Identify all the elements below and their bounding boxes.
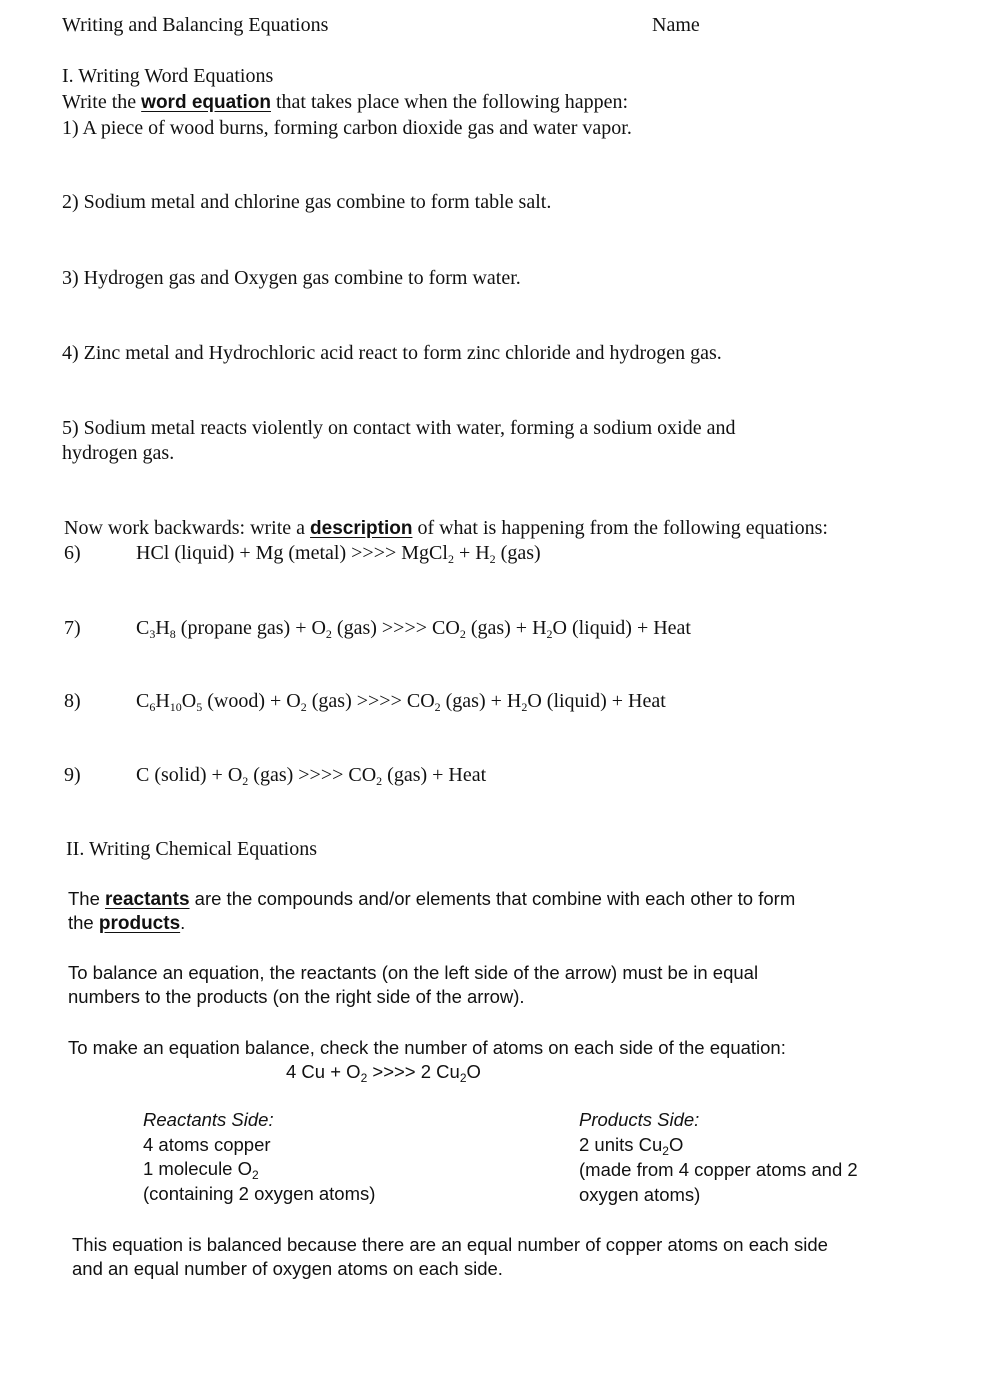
question-7-number: 7) <box>64 617 81 639</box>
products-side-title: Products Side: <box>579 1109 700 1130</box>
reactants-definition-line2: the products. <box>68 912 186 934</box>
question-9-number: 9) <box>64 764 81 786</box>
reactants-line2: 1 molecule $O_2$ <box>143 1158 259 1182</box>
question-4: 4) Zinc metal and Hydrochloric acid react to form zinc chloride and hydrogen gas. <box>62 342 722 364</box>
part2-heading: II. Writing Chemical Equations <box>66 838 317 860</box>
conclusion-line1: This equation is balanced because there are an equal number of copper atoms on each side <box>72 1234 828 1255</box>
part1-instructions: Write the word equation that takes place when the following happen: <box>62 91 629 113</box>
question-5-line2: hydrogen gas. <box>62 442 175 464</box>
equation-7: $C_3H_8$ (propane $gas) + O_2$ (gas) >>>> $CO_2$ $(gas) + H_2O$ (liquid) + Heat <box>136 617 691 641</box>
word-equation-emphasis: word equation <box>141 92 271 113</box>
equation-8: $C_6H_{10}O_5$ (wood) + $O_2$ (gas) >>>> $CO_2$ $(gas) + H_2O$ (liquid) + Heat <box>136 690 666 714</box>
equation-6: HCl (liquid) + Mg (metal) >>>> MgCl$_2$ + $H_2$ (gas) <box>136 542 541 566</box>
balance-rule-line1: To balance an equation, the reactants (on the left side of the arrow) must be in equal <box>68 962 759 983</box>
conclusion-line2: and an equal number of oxygen atoms on each side. <box>72 1258 503 1279</box>
products-emphasis: products <box>98 913 181 934</box>
question-6-number: 6) <box>64 542 81 564</box>
question-5-line1: 5) Sodium metal reacts violently on contact with water, forming a sodium oxide and <box>62 417 736 439</box>
reactants-definition-line1: The reactants are the compounds and/or elements that combine with each other to form <box>68 888 796 910</box>
products-line3: oxygen atoms) <box>579 1184 701 1205</box>
reactants-side-title: Reactants Side: <box>143 1109 274 1130</box>
balance-check-instruction: To make an equation balance, check the number of atoms on each side of the equation: <box>68 1037 786 1058</box>
part1-heading: I. Writing Word Equations <box>62 65 274 87</box>
name-label: Name <box>652 14 700 36</box>
reactants-line3: (containing 2 oxygen atoms) <box>143 1183 376 1204</box>
question-1: 1) A piece of wood burns, forming carbon dioxide gas and water vapor. <box>62 117 632 139</box>
reactants-line1: 4 atoms copper <box>143 1134 271 1155</box>
backwards-instructions: Now work backwards: write a description of what is happening from the following equations: <box>64 517 828 539</box>
balance-rule-line2: numbers to the products (on the right side of the arrow). <box>68 986 525 1007</box>
worksheet-title: Writing and Balancing Equations <box>62 14 329 36</box>
products-line1: 2 units $Cu_2O$ <box>579 1134 684 1158</box>
example-equation: 4 $Cu + O_2$ >>>> 2 $Cu_2O$ <box>286 1061 481 1085</box>
products-line2: (made from 4 copper atoms and 2 <box>579 1159 858 1180</box>
question-8-number: 8) <box>64 690 81 712</box>
equation-9: C (solid) + $O_2$ (gas) >>>> $CO_2$ (gas) + Heat <box>136 764 487 788</box>
reactants-emphasis: reactants <box>105 889 190 910</box>
question-2: 2) Sodium metal and chlorine gas combine to form table salt. <box>62 191 552 213</box>
description-emphasis: description <box>310 518 413 539</box>
question-3: 3) Hydrogen gas and Oxygen gas combine to form water. <box>62 267 521 289</box>
